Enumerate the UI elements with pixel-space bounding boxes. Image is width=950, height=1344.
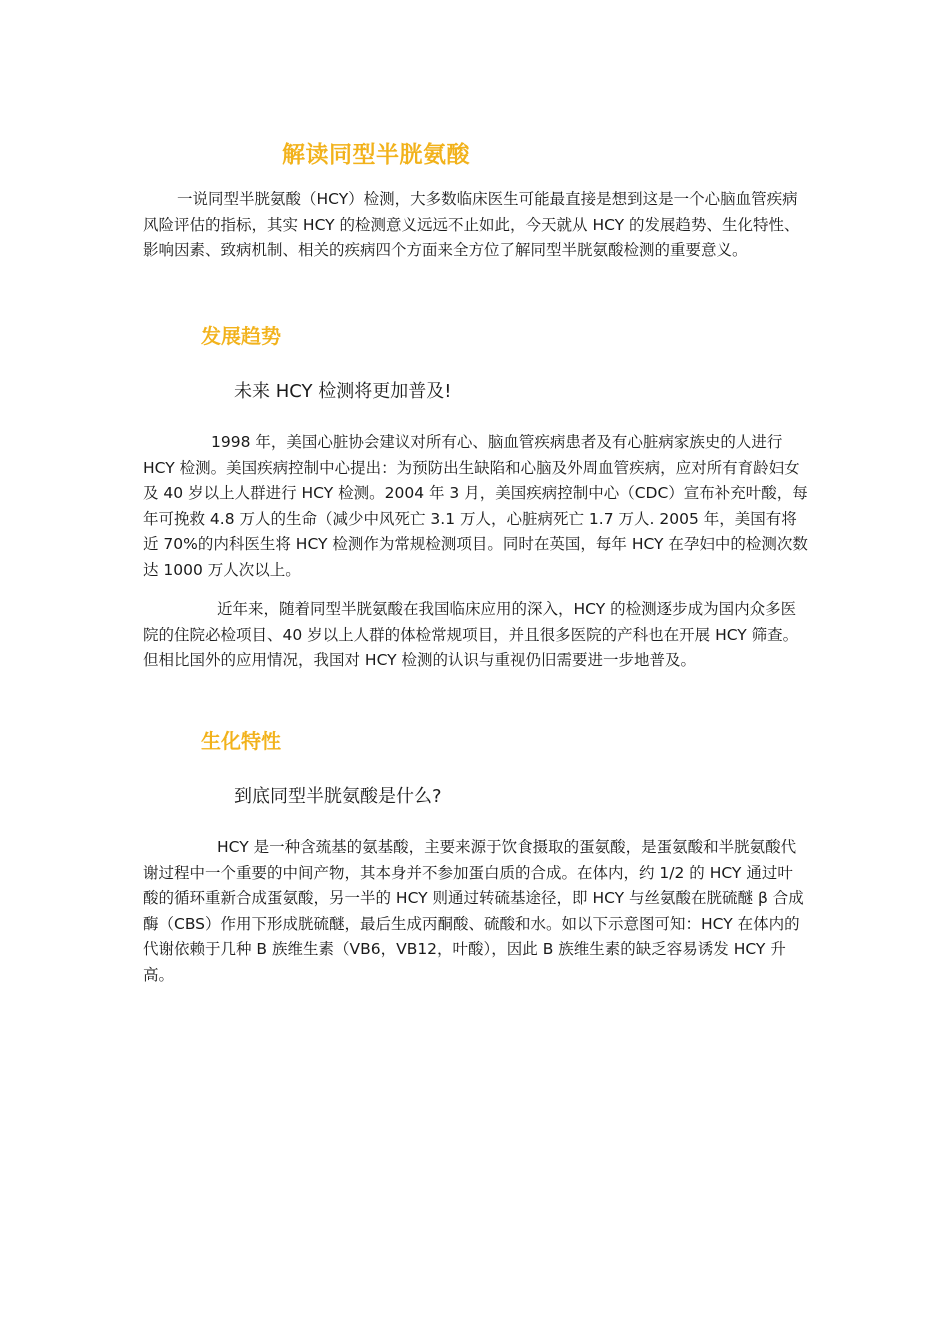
document-title: 解读同型半胱氨酸: [282, 142, 470, 168]
section-heading-trend: 发展趋势: [201, 324, 281, 348]
subheading-biochem: 到底同型半胱氨酸是什么?: [234, 786, 442, 807]
trend-paragraph-1: 1998 年，美国心脏协会建议对所有心、脑血管疾病患者及有心脏病家族史的人进行 HCY 检测。美国疾病控制中心提出：为预防出生缺陷和心脑及外周血管疾病，应对所有育龄妇女及 40 岁以上人群进行 HCY 检测。2004 年 3 月，美国疾病控制中心（CDC）宣布补充叶酸，每年可挽救 4.8 万人的生命（减少中风死亡 3.1 万人，心脏病死亡 1.7 万人. 2005 年，美国有将近 70%的内科医生将 HCY 检测作为常规检测项目。同时在英国，每年 HCY 在孕妇中的检测次数达 1000 万人次以上。: [143, 433, 808, 579]
intro-paragraph: 一说同型半胱氨酸（HCY）检测，大多数临床医生可能最直接是想到这是一个心脑血管疾病风险评估的指标，其实 HCY 的检测意义远远不止如此，今天就从 HCY 的发展趋势、生化特性、影响因素、致病机制、相关的疾病四个方面来全方位了解同型半胱氨酸检测的重要意义。: [143, 190, 800, 259]
trend-paragraph-2: 近年来，随着同型半胱氨酸在我国临床应用的深入，HCY 的检测逐步成为国内众多医院的住院必检项目、40 岁以上人群的体检常规项目，并且很多医院的产科也在开展 HCY 筛查。但相比国外的应用情况，我国对 HCY 检测的认识与重视仍旧需要进一步地普及。: [143, 600, 799, 669]
biochem-paragraph-1: HCY 是一种含巯基的氨基酸，主要来源于饮食摄取的蛋氨酸，是蛋氨酸和半胱氨酸代谢过程中一个重要的中间产物，其本身并不参加蛋白质的合成。在体内，约 1/2 的 HCY 通过叶酸的循环重新合成蛋氨酸，另一半的 HCY 则通过转硫基途径，即 HCY 与丝氨酸在胱硫醚 β 合成酶（CBS）作用下形成胱硫醚，最后生成丙酮酸、硫酸和水。如以下示意图可知：HCY 在体内的代谢依赖于几种 B 族维生素（VB6，VB12，叶酸），因此 B 族维生素的缺乏容易诱发 HCY 升高。: [143, 838, 804, 984]
subheading-trend: 未来 HCY 检测将更加普及!: [234, 381, 452, 402]
section-heading-biochem: 生化特性: [201, 729, 281, 753]
